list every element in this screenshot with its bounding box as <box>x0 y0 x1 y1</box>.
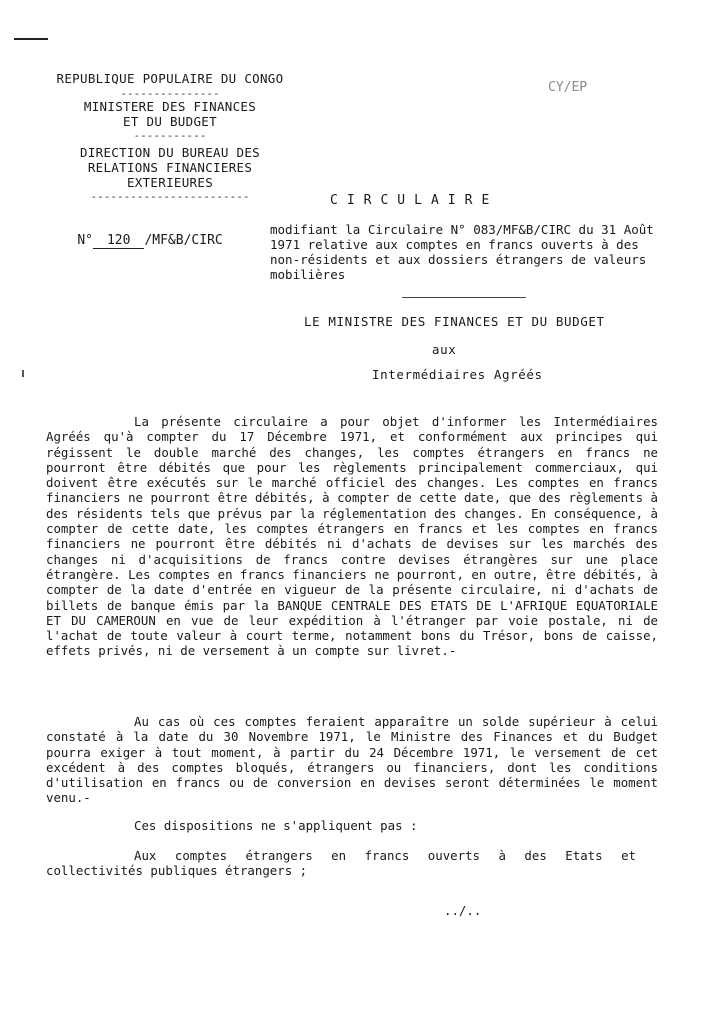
circular-title: CIRCULAIRE <box>330 193 499 208</box>
circular-number-line <box>46 218 223 263</box>
header-separator-1: --------------- <box>120 87 220 100</box>
paragraph-2: Au cas où ces comptes feraient apparaître un solde supérieur à celui constaté à la date du 30 Novembre 1971, le Ministre des Finances et du Budget pourra exiger à tout moment, à partir du 24 Décembre 1971, le versement de cet excédent à des comptes bloqués, étrangers ou financiers, dont les conditions d'utilisation en francs ou de conversion en devises seront déterminées le moment venu.- <box>46 714 658 806</box>
header-ministry-line1: MINISTERE DES FINANCES <box>83 99 257 114</box>
corner-reference: CY/EP <box>548 80 588 95</box>
paragraph-3: Ces dispositions ne s'appliquent pas : <box>134 818 418 833</box>
header-separator-2: ----------- <box>133 129 207 142</box>
subject-underline <box>402 297 526 298</box>
body-text-4 <box>46 848 636 879</box>
circular-subject: modifiant la Circulaire N° 083/MF&B/CIRC du 31 Août 1971 relative aux comptes en francs ouverts à des non-résidents et aux dossiers étrangers de valeurs mobilières <box>270 222 654 282</box>
circular-number: 120 <box>93 233 144 249</box>
body-text-2 <box>46 714 658 806</box>
number-suffix: /MF&B/CIRC <box>144 233 223 248</box>
number-prefix: N° <box>77 233 93 248</box>
recipient: Intermédiaires Agréés <box>372 367 543 382</box>
header-republic: REPUBLIQUE POPULAIRE DU CONGO <box>56 71 284 86</box>
header-direction-line1: DIRECTION DU BUREAU DES <box>80 145 260 160</box>
scan-mark-left <box>22 370 24 377</box>
addressing-aux: aux <box>432 342 457 357</box>
body-text <box>46 414 658 659</box>
paragraph-4: Aux comptes étrangers en francs ouverts à des Etats et collectivités publiques étrangers ; <box>46 848 636 879</box>
header-direction-line2: RELATIONS FINANCIERES <box>87 160 253 175</box>
scan-mark-top-left <box>14 38 48 40</box>
header-separator-3: ------------------------ <box>90 190 250 203</box>
continuation-mark: ../.. <box>444 903 482 918</box>
paragraph-1: La présente circulaire a pour objet d'informer les Intermédiaires Agréés qu'à compter du 17 Décembre 1971, et conformément aux principes qui régissent le double marché des changes, les comptes étrangers en francs ne pourront être débités que pour les règlements principalement commerciaux, qui doivent être exécutés sur le marché officiel des changes. Les comptes en francs financiers ne pourront être débités, à compter de cette date, que des règlements à des résidents tels que prévus par la réglementation des changes. En conséquence, à compter de cette date, les comptes étrangers en francs et les comptes en francs financiers ne pourront être débités ni d'achats de devises sur les marchés des changes ni d'acquisitions de francs contre devises étrangères sur une place étrangère. Les comptes en francs financiers ne pourront, en outre, être débités, à compter de la date d'entrée en vigueur de la présente circulaire, ni d'achats de billets de banque émis par la BANQUE CENTRALE DES ETATS DE L'AFRIQUE EQUATORIALE ET DU CAMEROUN en vue de leur expédition à l'étranger par voie postale, ni de l'achat de toute valeur à court terme, notamment bons du Trésor, bons de caisse, effets privés, ni de versement à un compte sur livret.- <box>46 414 658 659</box>
sender-minister: LE MINISTRE DES FINANCES ET DU BUDGET <box>304 314 605 329</box>
body-text-3 <box>46 818 658 833</box>
header-ministry-line2: ET DU BUDGET <box>123 114 217 129</box>
header-direction-line3: EXTERIEURES <box>126 175 214 190</box>
